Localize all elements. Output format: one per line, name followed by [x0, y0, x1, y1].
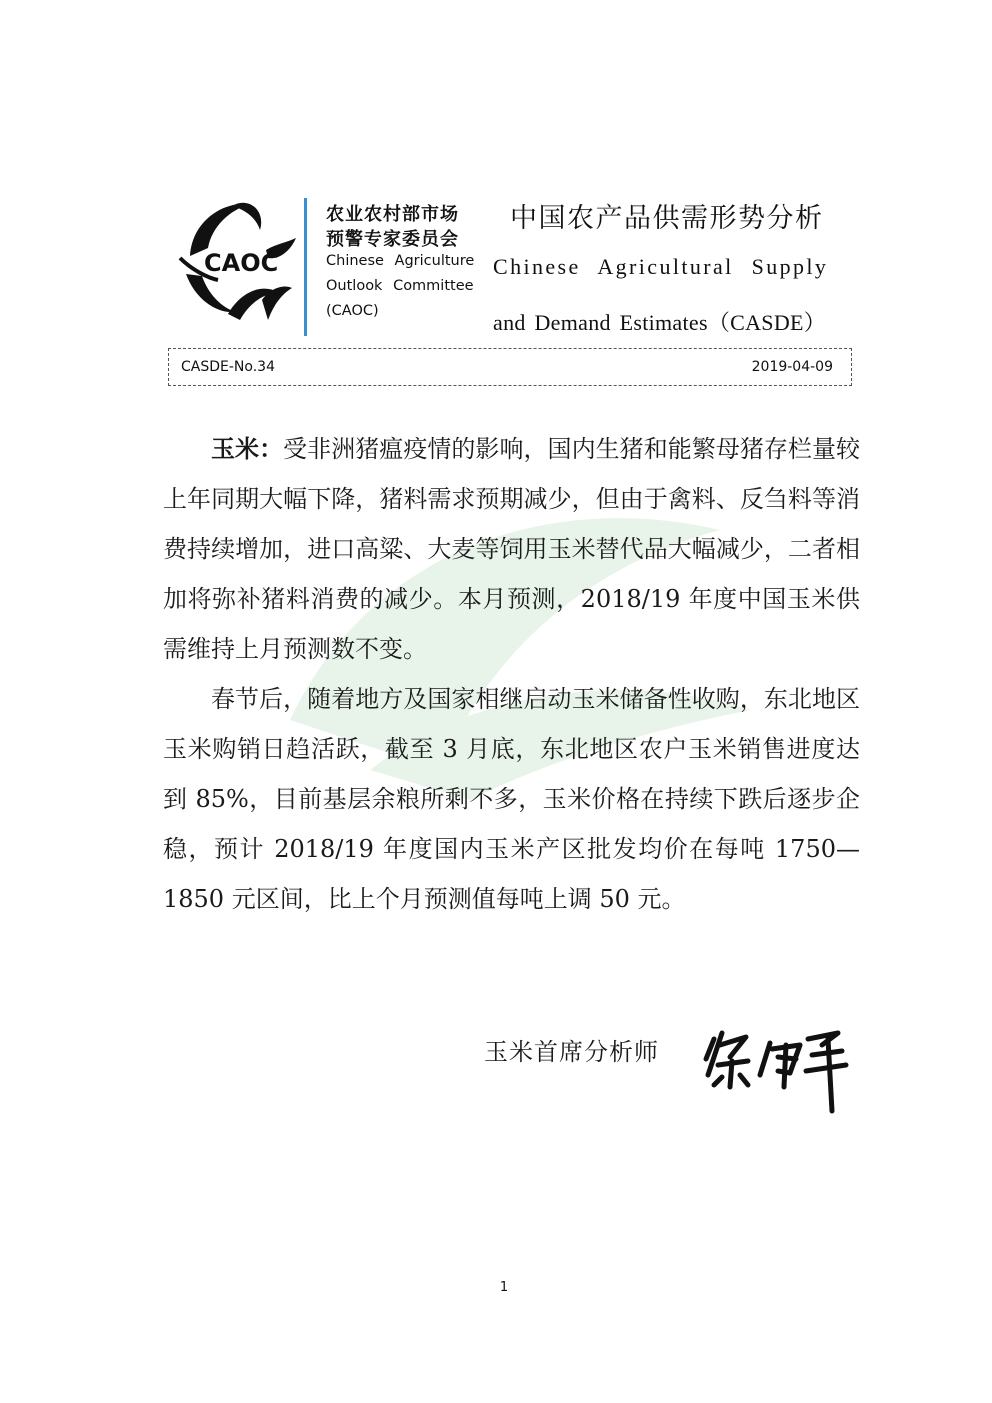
page-number: 1	[499, 1280, 509, 1295]
logo-text: CAOC	[204, 249, 279, 277]
analyst-signature	[700, 1015, 860, 1120]
org-name-cn-line2: 预警专家委员会	[326, 229, 459, 250]
report-title-cn: 中国农产品供需形势分析	[510, 203, 824, 234]
org-name-en-line2: Outlook Committee	[326, 278, 474, 294]
paragraph-2: 春节后，随着地方及国家相继启动玉米储备性收购，东北地区玉米购销日趋活跃，截至 3 月底，东北地区农户玉米销售进度达到 85%，目前基层余粮所剩不多，玉米价格在持续下跌后逐步企稳，预计 2018/19 年度国内玉米产区批发均价在每吨 1750—1850 元区间，比上个月预测值每吨上调 50 元。	[163, 685, 860, 913]
header-divider	[304, 198, 307, 336]
org-name-en-line1: Chinese Agriculture	[326, 253, 475, 269]
issue-info-box	[168, 348, 852, 386]
paragraph-1-text: 受非洲猪瘟疫情的影响，国内生猪和能繁母猪存栏量较上年同期大幅下降，猪料需求预期减少，但由于禽料、反刍料等消费持续增加，进口高粱、大麦等饲用玉米替代品大幅减少，二者相加将弥补猪料消费的减少。本月预测，2018/19 年度中国玉米供需维持上月预测数不变。	[163, 435, 861, 663]
report-body	[163, 424, 860, 924]
issue-date: 2019-04-09	[751, 359, 833, 375]
analyst-role: 玉米首席分析师	[484, 1038, 659, 1066]
caoc-logo	[178, 196, 300, 328]
commodity-label: 玉米：	[211, 435, 284, 463]
report-title-en-line1: Chinese Agricultural Supply	[493, 254, 829, 279]
paragraph-1	[163, 424, 860, 674]
report-title-en-line2: and Demand Estimates（CASDE）	[493, 310, 827, 335]
org-name-cn-line1: 农业农村部市场	[326, 204, 459, 225]
org-name-en-line3: (CAOC)	[326, 303, 379, 319]
issue-number: CASDE-No.34	[181, 359, 275, 375]
